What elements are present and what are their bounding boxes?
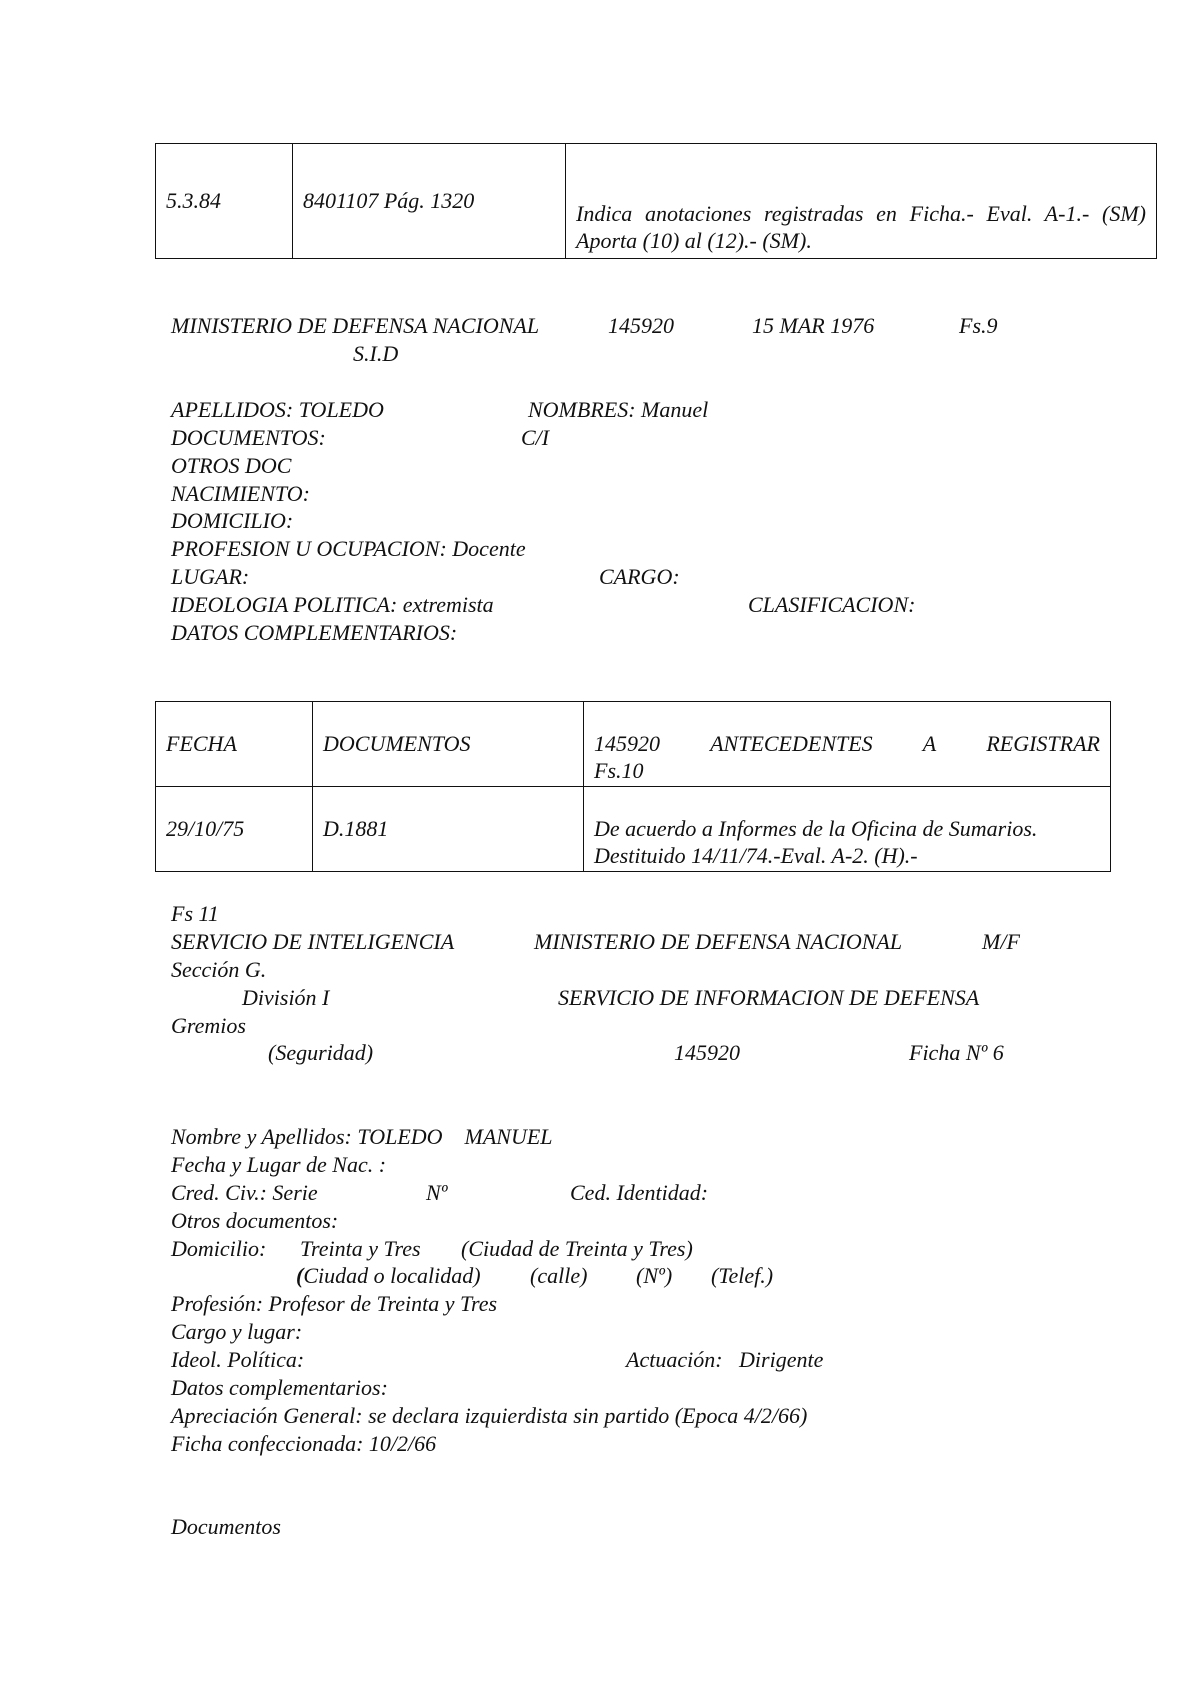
ficha-confeccionada-field: Ficha confeccionada: 10/2/66 bbox=[171, 1431, 437, 1456]
table-row bbox=[156, 144, 1157, 259]
ficha-number: Ficha Nº 6 bbox=[909, 1040, 1004, 1065]
documentos-heading: Documentos bbox=[171, 1514, 281, 1539]
ci-field: C/I bbox=[521, 425, 550, 450]
open-paren: ( bbox=[296, 1263, 304, 1288]
folio-number: Fs 11 bbox=[171, 901, 219, 926]
row-date: 29/10/75 bbox=[156, 787, 313, 872]
fecha-lugar-field: Fecha y Lugar de Nac. : bbox=[171, 1152, 387, 1177]
profesion-field: PROFESION U OCUPACION: Docente bbox=[171, 536, 526, 561]
header-word-registrar: REGISTRAR bbox=[986, 731, 1100, 757]
division-label: División I bbox=[242, 985, 330, 1010]
header-number: 145920 bbox=[594, 731, 660, 757]
row-document: D.1881 bbox=[313, 787, 584, 872]
service-acronym: S.I.D bbox=[353, 341, 399, 366]
header-word-antecedentes: ANTECEDENTES bbox=[710, 731, 873, 757]
domicilio-subcaption bbox=[296, 1263, 481, 1289]
nombres-field: NOMBRES: Manuel bbox=[528, 397, 709, 422]
domicilio-label: Domicilio: bbox=[171, 1236, 267, 1261]
apreciacion-field: Apreciación General: se declara izquierdista sin partido (Epoca 4/2/66) bbox=[171, 1403, 808, 1428]
ideologia-field: IDEOLOGIA POLITICA: extremista bbox=[171, 592, 494, 617]
actuacion-field: Actuación: Dirigente bbox=[626, 1347, 824, 1372]
file-number: 145920 bbox=[674, 1040, 740, 1065]
header-documentos: DOCUMENTOS bbox=[313, 702, 584, 787]
documentos-field: DOCUMENTOS: bbox=[171, 425, 326, 450]
datos-complementarios-field: Datos complementarios: bbox=[171, 1375, 388, 1400]
service-title: SERVICIO DE INTELIGENCIA bbox=[171, 929, 455, 954]
annotation-reference: 8401107 Pág. 1320 bbox=[293, 144, 566, 259]
table-row bbox=[156, 787, 1111, 872]
folio-number: Fs.9 bbox=[959, 313, 998, 338]
table-header-row bbox=[156, 702, 1111, 787]
datos-complementarios-field: DATOS COMPLEMENTARIOS: bbox=[171, 620, 458, 645]
annotation-note-line2: Aporta (10) al (12).- (SM). bbox=[576, 227, 812, 253]
header-antecedentes bbox=[584, 702, 1111, 787]
otros-documentos-field: Otros documentos: bbox=[171, 1208, 339, 1233]
cargo-lugar-field: Cargo y lugar: bbox=[171, 1319, 303, 1344]
stamp-date: 15 MAR 1976 bbox=[752, 313, 875, 338]
ministry-title: MINISTERIO DE DEFENSA NACIONAL bbox=[534, 929, 903, 954]
otros-doc-field: OTROS DOC bbox=[171, 453, 292, 478]
domicilio-place: (Ciudad de Treinta y Tres) bbox=[461, 1236, 693, 1261]
annotation-table bbox=[155, 143, 1157, 259]
numero-field: Nº bbox=[426, 1180, 448, 1205]
nombre-field: Nombre y Apellidos: TOLEDO MANUEL bbox=[171, 1124, 553, 1149]
sub-telefono: (Telef.) bbox=[711, 1263, 774, 1288]
header-fecha: FECHA bbox=[156, 702, 313, 787]
domicilio-field: DOMICILIO: bbox=[171, 508, 294, 533]
gremios-label: Gremios bbox=[171, 1013, 246, 1038]
antecedentes-table bbox=[155, 701, 1111, 872]
row-note-line1: De acuerdo a Informes de la Oficina de Sumarios. bbox=[594, 816, 1038, 842]
annotation-note-line1: Indica anotaciones registradas en Ficha.- Eval. A-1.- (SM) bbox=[576, 201, 1146, 227]
header-word-a: A bbox=[922, 731, 937, 757]
row-note-line2: Destituido 14/11/74.-Eval. A-2. (H).- bbox=[594, 842, 918, 868]
header-antecedentes-line1 bbox=[594, 731, 1100, 757]
sub-ciudad: Ciudad o localidad) bbox=[303, 1263, 481, 1288]
annotation-note bbox=[566, 144, 1157, 259]
lugar-field: LUGAR: bbox=[171, 564, 250, 589]
sub-numero: (Nº) bbox=[636, 1263, 673, 1288]
profesion-field: Profesión: Profesor de Treinta y Tres bbox=[171, 1291, 498, 1316]
seccion-label: Sección G. bbox=[171, 957, 267, 982]
nacimiento-field: NACIMIENTO: bbox=[171, 481, 310, 506]
cred-civ-field: Cred. Civ.: Serie bbox=[171, 1180, 318, 1205]
sid-title: SERVICIO DE INFORMACION DE DEFENSA bbox=[558, 985, 980, 1010]
mf-code: M/F bbox=[982, 929, 1020, 954]
clasificacion-field: CLASIFICACION: bbox=[748, 592, 916, 617]
file-number: 145920 bbox=[608, 313, 674, 338]
ideol-politica-field: Ideol. Política: bbox=[171, 1347, 305, 1372]
cargo-field: CARGO: bbox=[599, 564, 680, 589]
domicilio-city: Treinta y Tres bbox=[300, 1236, 421, 1261]
apellidos-field: APELLIDOS: TOLEDO bbox=[171, 397, 384, 422]
ced-identidad-field: Ced. Identidad: bbox=[570, 1180, 709, 1205]
sub-calle: (calle) bbox=[530, 1263, 588, 1288]
header-folio: Fs.10 bbox=[594, 757, 644, 783]
ministry-title: MINISTERIO DE DEFENSA NACIONAL bbox=[171, 313, 540, 338]
seguridad-label: (Seguridad) bbox=[268, 1040, 374, 1065]
annotation-date: 5.3.84 bbox=[156, 144, 293, 259]
row-note bbox=[584, 787, 1111, 872]
